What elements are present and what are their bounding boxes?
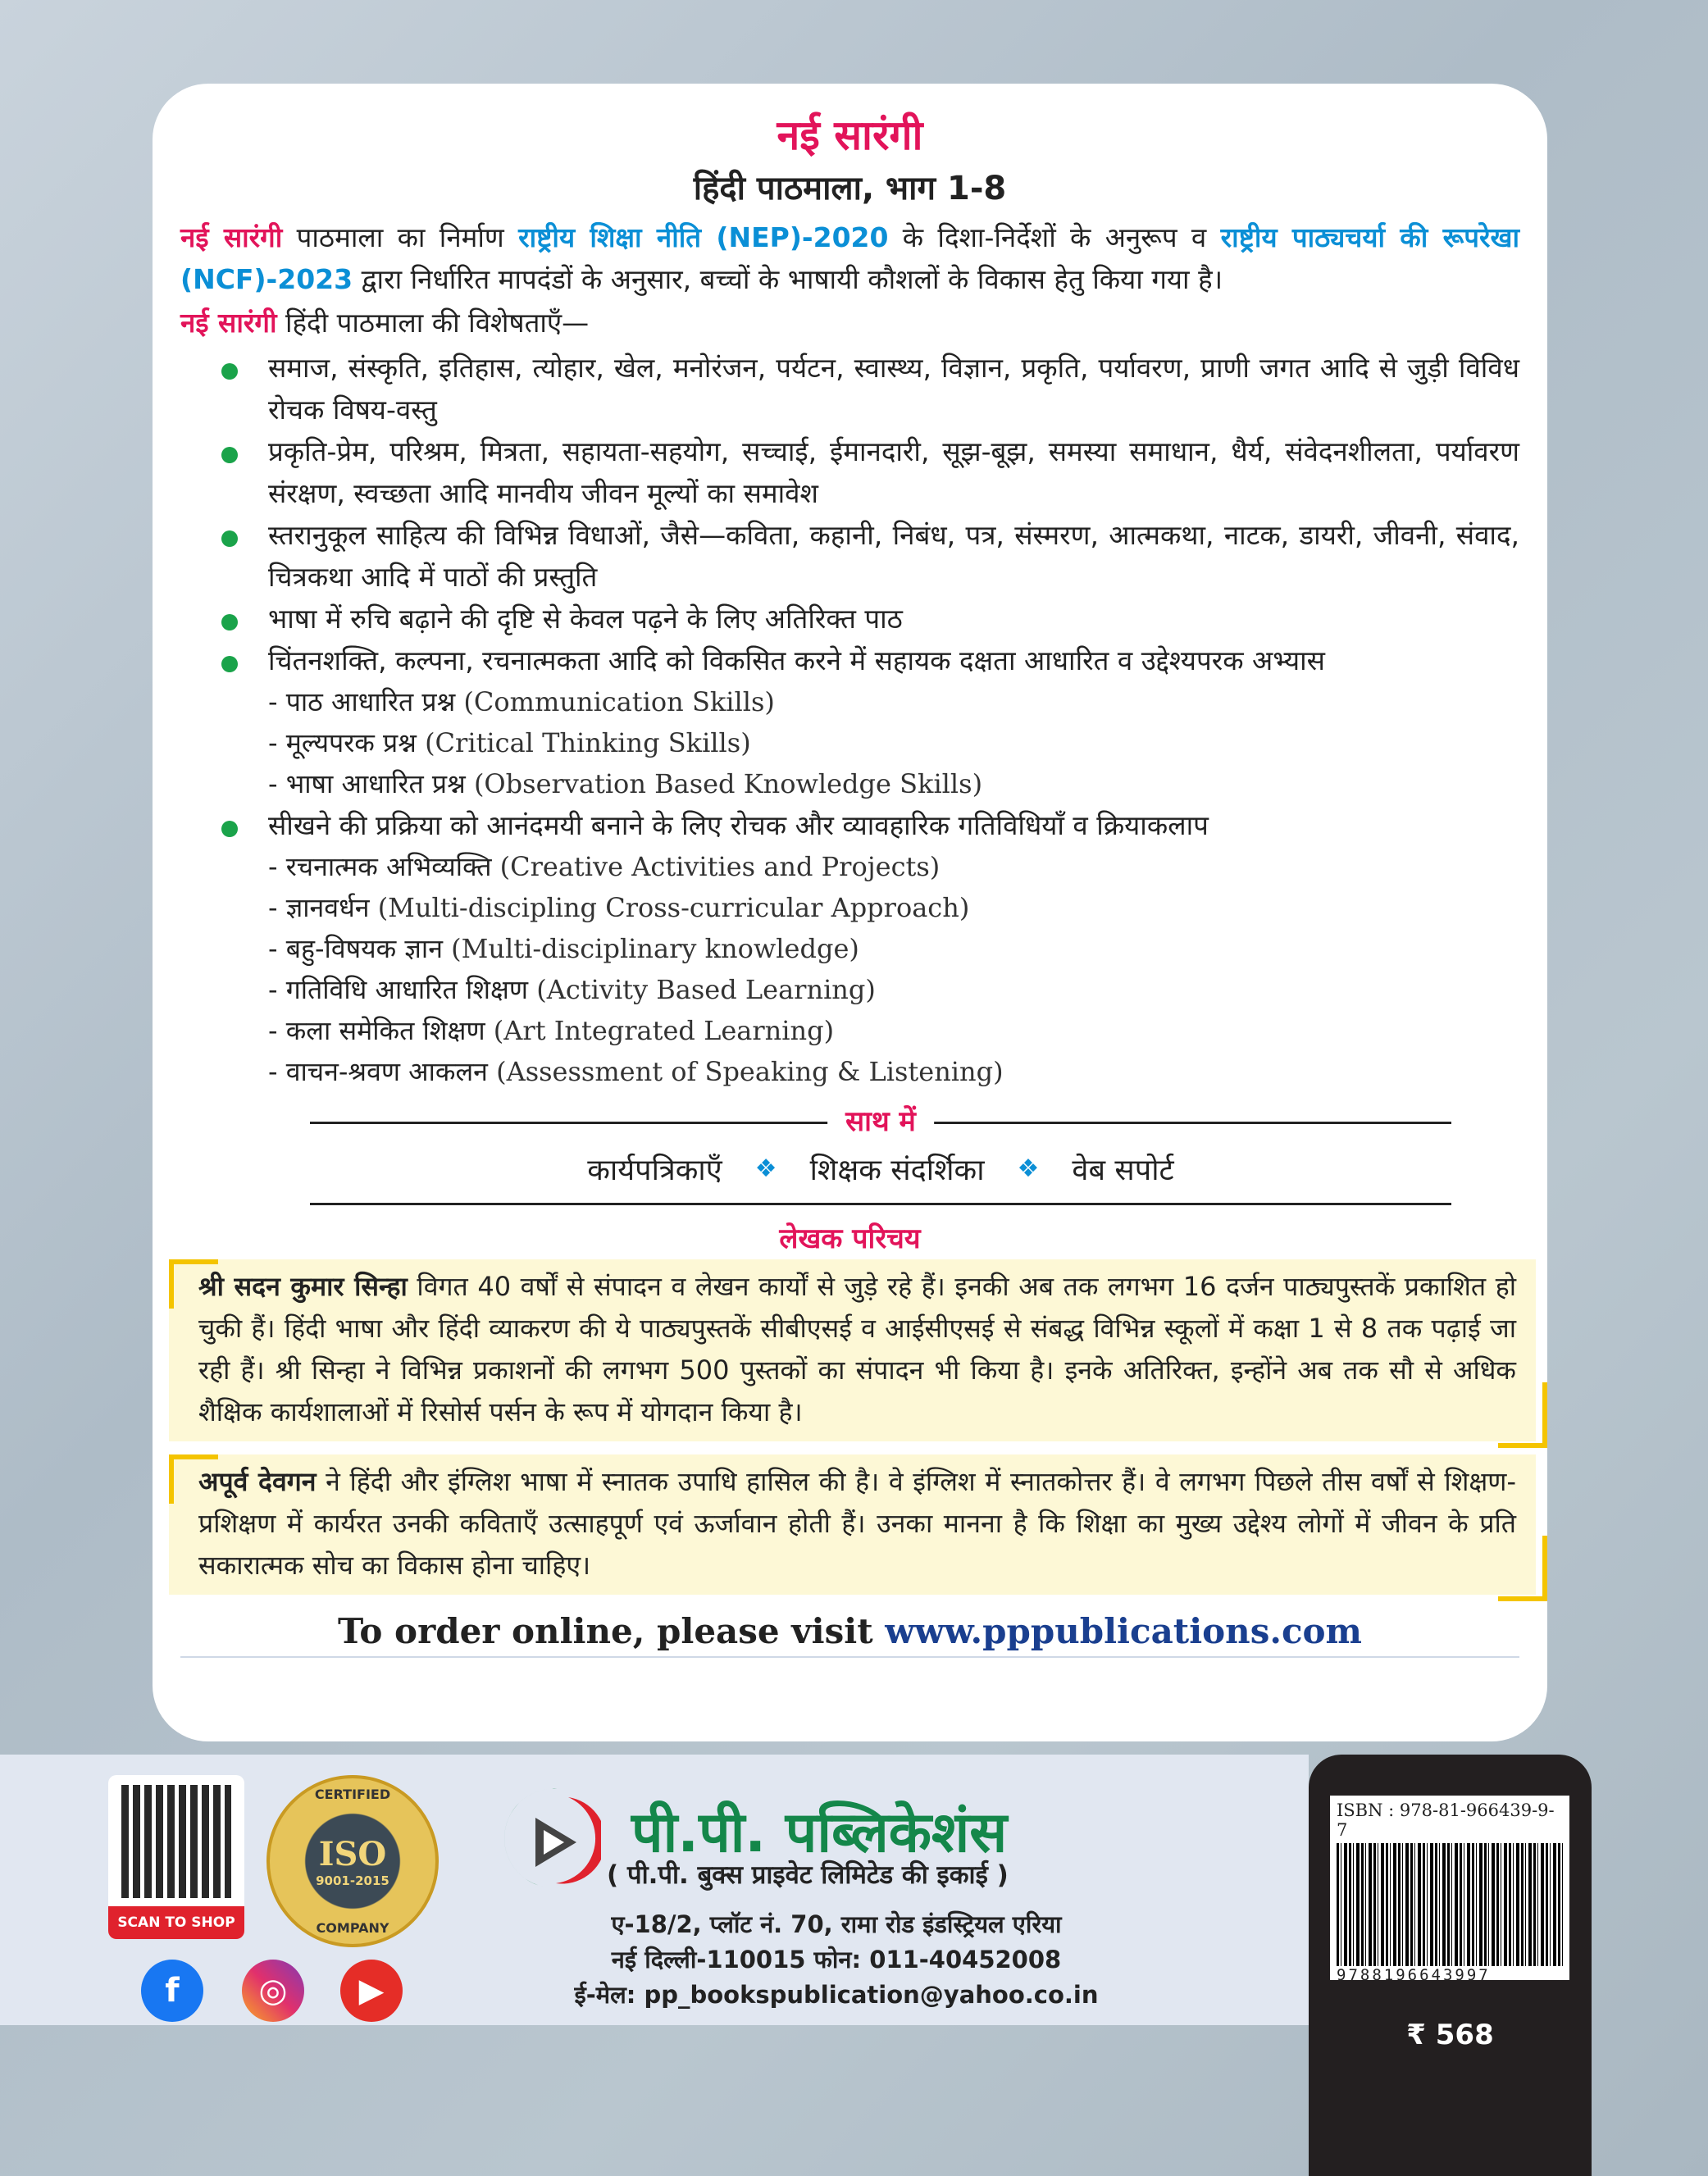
sub-item [180,722,1519,763]
sub-en: (Multi-disciplinary knowledge) [451,933,859,964]
sub-hi: - भाषा आधारित प्रश्न [268,768,474,799]
feature-text: प्रकृति-प्रेम, परिश्रम, मित्रता, सहायता-सहयोग, सच्चाई, ईमानदारी, सूझ-बूझ, समस्या समाधान, धैर्य, संवेदनशीलता, पर्यावरण संरक्षण, स्वच्छता आदि मानवीय जीवन मूल्यों का समावेश [268,435,1519,509]
brand-name: नई सारंगी [180,307,277,339]
accompaniment-item: वेब सपोर्ट [1072,1154,1174,1187]
sub-item [180,1010,1519,1051]
bullet-icon [221,363,238,380]
accompaniments-section [310,1105,1451,1205]
feature-text: भाषा में रुचि बढ़ाने की दृष्टि से केवल पढ़ने के लिए अतिरिक्त पाठ [268,603,903,635]
sub-item [180,969,1519,1010]
sub-en: (Observation Based Knowledge Skills) [473,768,983,799]
authors-heading: लेखक परिचय [779,1222,921,1255]
iso-top-text: CERTIFIED [314,1787,391,1802]
author-name: श्री सदन कुमार सिन्हा [198,1271,408,1302]
sub-en: (Critical Thinking Skills) [425,727,751,758]
corner-accent [169,1454,218,1504]
feature-item [180,804,1519,846]
feature-text: स्तरानुकूल साहित्य की विभिन्न विधाओं, जैसे—कविता, कहानी, निबंध, पत्र, संस्मरण, आत्मकथा, नाटक, डायरी, जीवनी, संवाद, चित्रकथा आदि में पाठों की प्रस्तुति [268,519,1519,593]
sub-hi: - कला समेकित शिक्षण [268,1015,494,1046]
bullet-icon [221,656,238,672]
series-subtitle: हिंदी पाठमाला, भाग 1-8 [693,170,1007,207]
feature-item [180,598,1519,640]
facebook-icon[interactable]: f [141,1960,203,2022]
features-heading [180,302,1519,344]
iso-mark: ISO [318,1834,387,1873]
intro-text: द्वारा निर्धारित मापदंडों के अनुसार, बच्चों के भाषायी कौशलों के विकास हेतु किया गया है। [353,263,1223,295]
sub-hi: - ज्ञानवर्धन [268,892,378,923]
bullet-icon [221,821,238,837]
author-name: अपूर्व देवगन [198,1466,317,1497]
sub-en: (Creative Activities and Projects) [499,851,941,882]
intro-text: के दिशा-निर्देशों के अनुरूप व [888,221,1221,253]
price: ₹ 568 [1406,2019,1494,2051]
bullet-icon [221,447,238,463]
features-list [180,804,1519,846]
qr-code-icon [121,1785,231,1898]
address-line: नई दिल्ली-110015 फोन: 011-40452008 [611,1946,1062,1973]
isbn-text: ISBN : 978-81-966439-9-7 [1337,1800,1555,1840]
corner-accent [1498,1536,1547,1601]
nep-link: राष्ट्रीय शिक्षा नीति (NEP)-2020 [518,221,889,253]
sub-en: (Art Integrated Learning) [493,1015,835,1046]
email-line: ई-मेल: pp_bookspublication@yahoo.co.in [574,1981,1099,2009]
sub-hi: - बहु-विषयक ज्ञान [268,933,452,964]
corner-accent [1498,1382,1547,1448]
intro-text: पाठमाला का निर्माण [282,221,519,253]
order-text: To order online, please visit [337,1611,886,1651]
feature-text: सीखने की प्रक्रिया को आनंदमयी बनाने के लिए रोचक और व्यावहारिक गतिविधियाँ व क्रियाकलाप [268,809,1209,841]
author-bio-text: विगत 40 वर्षों से संपादन व लेखन कार्यों से जुड़े रहे हैं। इनकी अब तक लगभग 16 दर्जन पाठ्यपुस्तकें प्रकाशित हो चुकी हैं। हिंदी भाषा और हिंदी व्याकरण की ये पाठ्यपुस्तकें सीबीएसई व आईसीएसई से संबद्ध विभिन्न स्कूलों में कक्षा 1 से 8 तक पढ़ाई जा रही हैं। श्री सिन्हा ने विभिन्न प्रकाशनों की लगभग 500 पुस्तकों का संपादन भी किया है। इनके अतिरिक्त, इन्होंने अब तक सौ से अधिक शैक्षिक कार्यशालाओं में रिसोर्स पर्सन के रूप में योगदान किया है। [198,1271,1516,1427]
feature-item [180,347,1519,430]
intro-paragraph [180,216,1519,300]
sub-en: (Assessment of Speaking & Listening) [496,1056,1004,1087]
instagram-icon[interactable]: ◎ [242,1960,304,2022]
sub-en: (Multi-discipling Cross-curricular Approach) [377,892,970,923]
ncf-link: राष्ट्रीय पाठ्यचर्या की रूपरेखा (NCF)-2023 [180,221,1519,295]
accompaniment-item: कार्यपत्रिकाएँ [587,1154,722,1187]
accompaniments-label: साथ में [827,1101,934,1142]
sub-en: (Communication Skills) [463,686,775,717]
accompaniments-row [310,1149,1451,1189]
address-line: ए-18/2, प्लॉट नं. 70, रामा रोड इंडस्ट्रियल एरिया [611,1910,1062,1938]
sub-hi: - रचनात्मक अभिव्यक्ति [268,851,500,882]
sub-item [180,928,1519,969]
iso-standard: 9001-2015 [316,1873,389,1888]
feature-item [180,514,1519,598]
info-card [153,84,1547,1741]
features-heading-text: हिंदी पाठमाला की विशेषताएँ— [276,307,590,339]
sub-en: (Activity Based Learning) [536,974,876,1005]
bullet-icon [221,614,238,630]
feature-item [180,640,1519,681]
order-online [180,1611,1519,1658]
publisher-logo-icon [499,1781,601,1904]
feature-text: चिंतनशक्ति, कल्पना, रचनात्मकता आदि को विकसित करने में सहायक दक्षता आधारित व उद्देश्यपरक अभ्यास [268,644,1325,676]
sub-hi: - गतिविधि आधारित शिक्षण [268,974,537,1005]
sub-item [180,681,1519,722]
publisher-subtitle: ( पी.पी. बुक्स प्राइवेट लिमिटेड की इकाई ) [607,1860,1009,1890]
diamond-icon: ❖ [754,1154,777,1183]
barcode-icon [1337,1843,1563,1966]
iso-bottom-text: COMPANY [316,1920,389,1936]
barcode-number: 9788196643997 [1337,1966,1491,1984]
website-link[interactable]: www.pppublications.com [885,1611,1362,1651]
brand-name: नई सारंगी [180,221,283,253]
scan-to-shop-label: SCAN TO SHOP [108,1906,244,1939]
feature-text: समाज, संस्कृति, इतिहास, त्योहार, खेल, मनोरंजन, पर्यटन, स्वास्थ्य, विज्ञान, प्रकृति, पर्यावरण, प्राणी जगत आदि से जुड़ी विविध रोचक विषय-वस्तु [268,352,1519,426]
accompaniment-item: शिक्षक संदर्शिका [809,1154,985,1187]
sub-item [180,887,1519,928]
qr-code[interactable] [108,1775,244,1939]
sub-item [180,763,1519,804]
sub-item [180,1051,1519,1092]
sub-hi: - मूल्यपरक प्रश्न [268,727,426,758]
author-bio-text: ने हिंदी और इंग्लिश भाषा में स्नातक उपाधि हासिल की है। वे इंग्लिश में स्नातकोत्तर हैं। वे लगभग पिछले तीस वर्षों से शिक्षण-प्रशिक्षण में कार्यरत उनकी कविताएँ उत्साहपूर्ण एवं ऊर्जावान होती हैं। उनका मानना है कि शिक्षा का मुख्य उद्देश्य लोगों में जीवन के प्रति सकारात्मक सोच का विकास होना चाहिए। [198,1466,1516,1581]
diamond-icon: ❖ [1017,1154,1040,1183]
series-title: नई सारंगी [777,112,923,159]
sub-hi: - वाचन-श्रवण आकलन [268,1056,497,1087]
sub-item [180,846,1519,887]
publisher-name: पी.पी. पब्लिकेशंस [631,1800,1008,1865]
author-bio [169,1454,1536,1595]
iso-badge [266,1775,439,1947]
sub-hi: - पाठ आधारित प्रश्न [268,686,464,717]
features-list [180,347,1519,681]
author-bio [169,1259,1536,1441]
barcode [1330,1796,1569,1984]
corner-accent [169,1259,218,1309]
feature-item [180,430,1519,514]
youtube-icon[interactable]: ▶ [340,1960,403,2022]
bullet-icon [221,530,238,547]
